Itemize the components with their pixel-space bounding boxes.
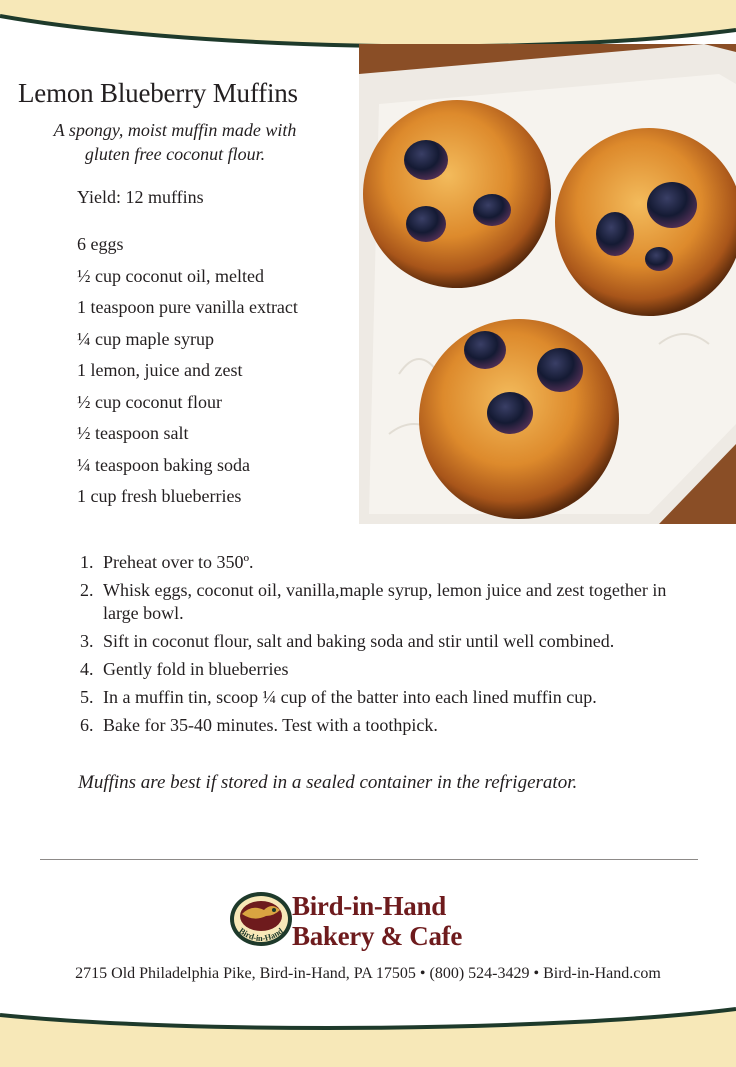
- instruction-step: [80, 551, 680, 574]
- recipe-title: Lemon Blueberry Muffins: [18, 78, 298, 108]
- ingredient-item: ½ cup coconut oil, melted: [77, 265, 264, 286]
- step-number: 1.: [80, 552, 94, 572]
- bird-in-hand-logo: [228, 890, 294, 948]
- brand-line: Bakery & Cafe: [292, 921, 463, 951]
- step-number: 3.: [80, 631, 94, 651]
- logo-text: Bird-in-Hand: [237, 925, 285, 944]
- subtitle-line: A spongy, moist muffin made with: [53, 120, 297, 140]
- ingredient-item: ¼ cup maple syrup: [77, 328, 214, 349]
- svg-text:Bird-in-Hand: [237, 925, 285, 943]
- ingredient-item: 1 cup fresh blueberries: [77, 486, 242, 506]
- step-text: Bake for 35-40 minutes. Test with a toothpick.: [103, 715, 438, 735]
- instruction-step: [80, 686, 680, 709]
- storage-note: Muffins are best if stored in a sealed container in the refrigerator.: [78, 772, 578, 793]
- ingredient-item: 1 lemon, juice and zest: [77, 360, 243, 380]
- step-text: Sift in coconut flour, salt and baking soda and stir until well combined.: [103, 631, 615, 651]
- step-text: Gently fold in blueberries: [103, 659, 289, 679]
- bottom-decorative-band: [0, 987, 736, 1067]
- step-text: Whisk eggs, coconut oil, vanilla,maple syrup, lemon juice and zest together in large bowl.: [103, 580, 667, 623]
- ingredient-item: ½ cup coconut flour: [77, 391, 222, 412]
- step-text: In a muffin tin, scoop ¼ cup of the batter into each lined muffin cup.: [103, 687, 597, 707]
- ingredient-item: ¼ teaspoon baking soda: [77, 454, 250, 475]
- ingredient-item: ½ teaspoon salt: [77, 423, 189, 443]
- step-number: 5.: [80, 687, 94, 707]
- brand-name: [292, 891, 462, 951]
- ingredient-item: 1 teaspoon pure vanilla extract: [77, 297, 298, 317]
- step-number: 6.: [80, 715, 94, 735]
- step-number: 2.: [80, 580, 94, 600]
- footer-divider: [40, 859, 698, 860]
- instruction-step: [80, 658, 680, 681]
- step-number: 4.: [80, 659, 94, 679]
- subtitle-line: gluten free coconut flour.: [84, 144, 266, 164]
- footer-address: 2715 Old Philadelphia Pike, Bird-in-Hand, PA 17505 • (800) 524-3429 • Bird-in-Hand.com: [75, 965, 661, 982]
- step-text: Preheat over to 350º.: [103, 552, 254, 572]
- instruction-step: [80, 630, 680, 653]
- brand-line: Bird-in-Hand: [292, 891, 446, 921]
- recipe-yield: Yield: 12 muffins: [77, 187, 204, 207]
- recipe-subtitle: [20, 118, 330, 166]
- instruction-step: [80, 714, 680, 737]
- instruction-list: [80, 551, 680, 742]
- ingredient-item: 6 eggs: [77, 234, 124, 254]
- instruction-step: [80, 579, 680, 625]
- muffins-photo: [359, 44, 736, 524]
- ingredient-list: [77, 234, 298, 518]
